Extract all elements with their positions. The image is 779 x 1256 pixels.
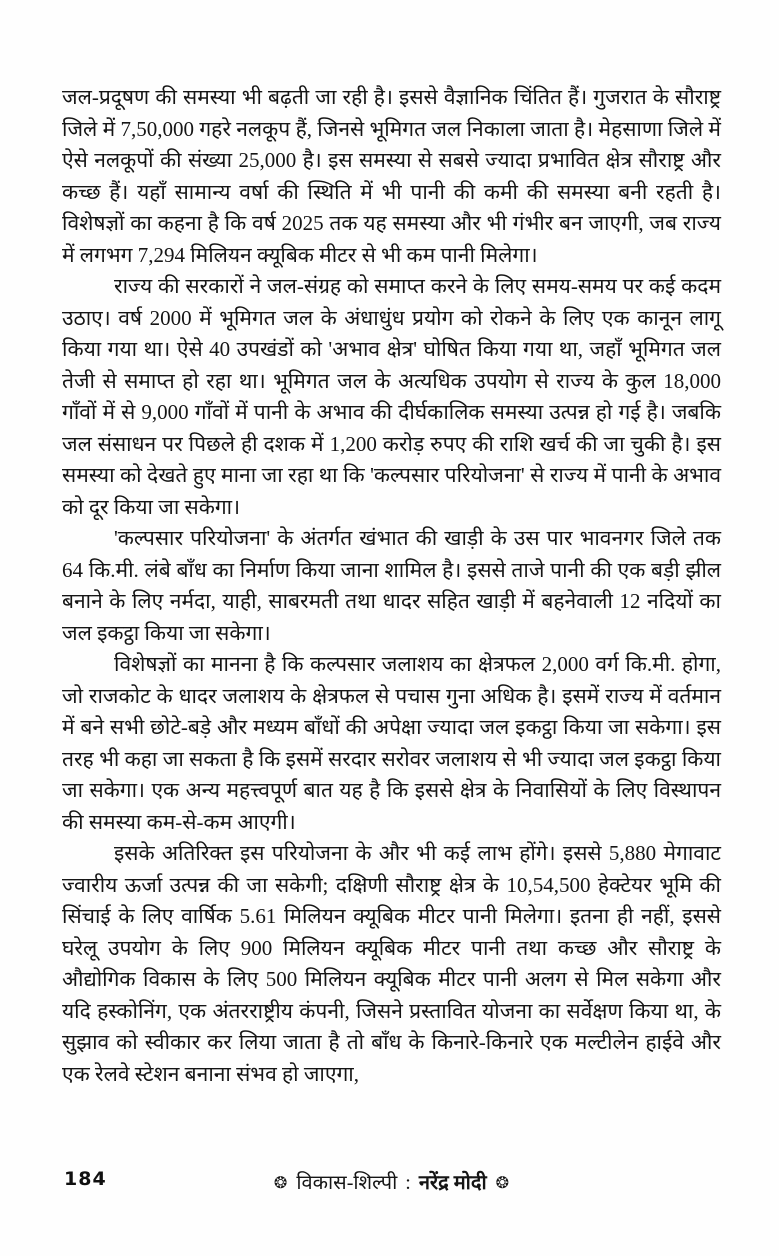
- paragraph: जल-प्रदूषण की समस्या भी बढ़ती जा रही है। इससे वैज्ञानिक चिंतित हैं। गुजरात के सौराष्ट्र जिले में 7,50,000 गहरे नलकूप हैं, जिनसे भूमिगत जल निकाला जाता है। मेहसाणा जिले में ऐसे नलकूपों की संख्या 25,000 है। इस समस्या से सबसे ज्यादा प्रभावित क्षेत्र सौराष्ट्र और कच्छ हैं। यहाँ सामान्य वर्षा की स्थिति में भी पानी की कमी की समस्या बनी रहती है। विशेषज्ञों का कहना है कि वर्ष 2025 तक यह समस्या और भी गंभीर बन जाएगी, जब राज्य में लगभग 7,294 मिलियन क्यूबिक मीटर से भी कम पानी मिलेगा।: [62, 85, 721, 267]
- page-number: 184: [64, 1168, 107, 1190]
- title-separator: :: [405, 1172, 411, 1194]
- page-body-text: [62, 82, 721, 1090]
- paragraph: विशेषज्ञों का मानना है कि कल्पसार जलाशय का क्षेत्रफल 2,000 वर्ग कि.मी. होगा, जो राजकोट के धादर जलाशय के क्षेत्रफल से पचास गुना अधिक है। इसमें राज्य में वर्तमान में बने सभी छोटे-बड़े और मध्यम बाँधों की अपेक्षा ज्यादा जल इकट्ठा किया जा सकेगा। इस तरह भी कहा जा सकता है कि इसमें सरदार सरोवर जलाशय से भी ज्यादा जल इकट्ठा किया जा सकेगा। एक अन्य महत्त्वपूर्ण बात यह है कि इससे क्षेत्र के निवासियों के लिए विस्थापन की समस्या कम-से-कम आएगी।: [62, 652, 721, 834]
- paragraph: इसके अतिरिक्त इस परियोजना के और भी कई लाभ होंगे। इससे 5,880 मेगावाट ज्वारीय ऊर्जा उत्पन्न की जा सकेगी; दक्षिणी सौराष्ट्र क्षेत्र के 10,54,500 हेक्टेयर भूमि की सिंचाई के लिए वार्षिक 5.61 मिलियन क्यूबिक मीटर पानी मिलेगा। इतना ही नहीं, इससे घरेलू उपयोग के लिए 900 मिलियन क्यूबिक मीटर पानी तथा कच्छ और सौराष्ट्र के औद्योगिक विकास के लिए 500 मिलियन क्यूबिक मीटर पानी अलग से मिल सकेगा और यदि हस्कोनिंग, एक अंतरराष्ट्रीय कंपनी, जिसने प्रस्तावित योजना का सर्वेक्षण किया था, के सुझाव को स्वीकार कर लिया जाता है तो बाँध के किनारे-किनारे एक मल्टीलेन हाईवे और एक रेलवे स्टेशन बनाना संभव हो जाएगा,: [62, 841, 721, 1086]
- flower-ornament-right-icon: ❂: [495, 1173, 510, 1192]
- book-title: विकास-शिल्पी: [296, 1172, 398, 1194]
- paragraph: 'कल्पसार परियोजना' के अंतर्गत खंभात की खाड़ी के उस पार भावनगर जिले तक 64 कि.मी. लंबे बाँध का निर्माण किया जाना शामिल है। इससे ताजे पानी की एक बड़ी झील बनाने के लिए नर्मदा, याही, साबरमती तथा धादर सहित खाड़ी में बहनेवाली 12 नदियों का जल इकट्ठा किया जा सकेगा।: [62, 526, 721, 645]
- page-footer: [62, 1168, 721, 1198]
- author-name: नरेंद्र मोदी: [418, 1172, 487, 1194]
- flower-ornament-left-icon: ❂: [273, 1173, 288, 1192]
- running-title: [62, 1168, 721, 1195]
- paragraph: राज्य की सरकारों ने जल-संग्रह को समाप्त करने के लिए समय-समय पर कई कदम उठाए। वर्ष 2000 में भूमिगत जल के अंधाधुंध प्रयोग को रोकने के लिए एक कानून लागू किया गया था। ऐसे 40 उपखंडों को 'अभाव क्षेत्र' घोषित किया गया था, जहाँ भूमिगत जल तेजी से समाप्त हो रहा था। भूमिगत जल के अत्यधिक उपयोग से राज्य के कुल 18,000 गाँवों में से 9,000 गाँवों में पानी के अभाव की दीर्घकालिक समस्या उत्पन्न हो गई है। जबकि जल संसाधन पर पिछले ही दशक में 1,200 करोड़ रुपए की राशि खर्च की जा चुकी है। इस समस्या को देखते हुए माना जा रहा था कि 'कल्पसार परियोजना' से राज्य में पानी के अभाव को दूर किया जा सकेगा।: [62, 274, 721, 519]
